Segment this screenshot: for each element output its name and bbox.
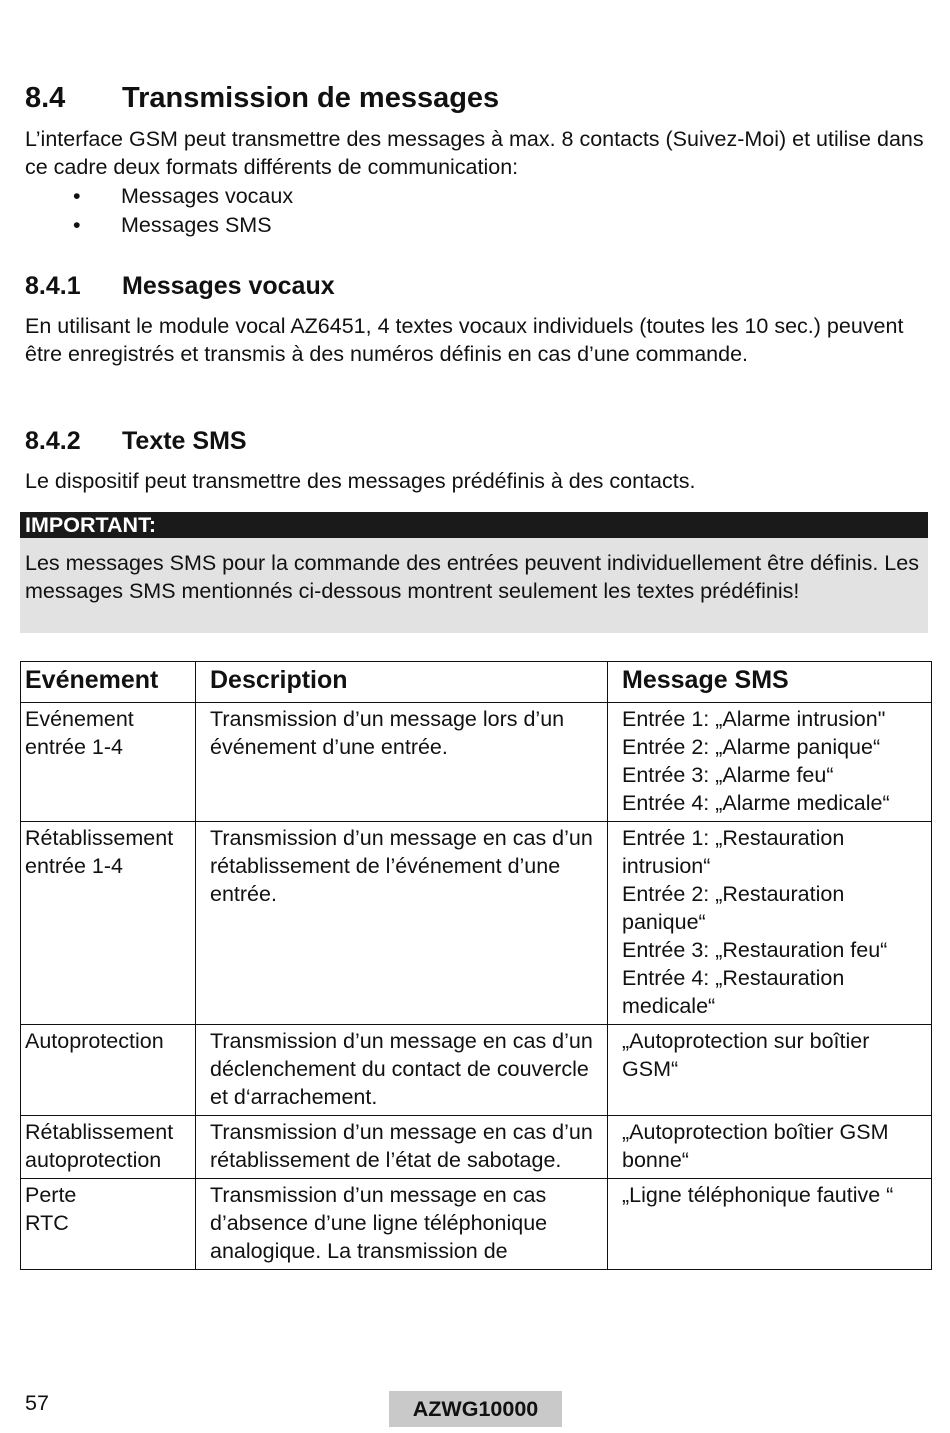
sms-line: Entrée 4: „Restauration medicale“ xyxy=(622,966,845,1018)
sms-line: Entrée 2: „Alarme panique“ xyxy=(622,735,881,759)
event-line: autoprotection xyxy=(25,1148,162,1172)
column-header-event: Evénement xyxy=(21,662,196,703)
event-line: Rétablissement xyxy=(25,826,174,850)
description-cell: Transmission d’un message lors d’un événement d’une entrée. xyxy=(196,703,608,822)
sms-cell xyxy=(608,703,932,822)
voice-messages-paragraph: En utilisant le module vocal AZ6451, 4 textes vocaux individuels (toutes les 10 sec.) peuvent être enregistrés et transmis à des numéros définis en cas d’une commande. xyxy=(25,314,904,366)
list-item: • Messages vocaux xyxy=(25,182,293,211)
event-cell xyxy=(21,822,196,1025)
section-heading-8-4 xyxy=(25,82,499,115)
table-header-row xyxy=(21,662,932,703)
sms-cell xyxy=(608,1179,932,1270)
sms-cell xyxy=(608,822,932,1025)
event-cell xyxy=(21,1179,196,1270)
sms-text-paragraph: Le dispositif peut transmettre des messages prédéfinis à des contacts. xyxy=(25,469,696,493)
event-line: Rétablissement xyxy=(25,1120,174,1144)
table-row xyxy=(21,1116,932,1179)
section-number: 8.4.1 xyxy=(25,272,81,300)
document-code-badge: AZWG10000 xyxy=(389,1391,562,1427)
description-cell: Transmission d’un message en cas d’un déclenchement du contact de couvercle et d‘arrachement. xyxy=(196,1025,608,1116)
sms-line: Entrée 2: „Restauration panique“ xyxy=(622,882,845,934)
section-title: Messages vocaux xyxy=(122,272,335,300)
event-line: Evénement xyxy=(25,707,134,731)
event-line: RTC xyxy=(25,1211,69,1235)
sms-line: „Ligne téléphonique fautive “ xyxy=(622,1183,894,1207)
sms-cell xyxy=(608,1116,932,1179)
section-title: Transmission de messages xyxy=(122,82,500,114)
event-cell xyxy=(21,1116,196,1179)
description-cell: Transmission d’un message en cas d’absence d’une ligne téléphonique analogique. La transmission de xyxy=(196,1179,608,1270)
important-label: IMPORTANT: xyxy=(20,512,928,538)
description-cell: Transmission d’un message en cas d’un rétablissement de l’événement d’une entrée. xyxy=(196,822,608,1025)
event-line: entrée 1-4 xyxy=(25,735,124,759)
table-row xyxy=(21,1025,932,1116)
event-cell xyxy=(21,1025,196,1116)
sms-line: „Autoprotection sur boîtier GSM“ xyxy=(622,1029,870,1081)
section-number: 8.4 xyxy=(25,82,66,114)
message-format-list xyxy=(25,182,293,240)
sms-line: Entrée 1: „Alarme intrusion" xyxy=(622,707,886,731)
table-row xyxy=(21,703,932,822)
sms-line: Entrée 3: „Alarme feu“ xyxy=(622,763,834,787)
section-heading-8-4-1 xyxy=(25,272,335,301)
list-item: • Messages SMS xyxy=(25,211,293,240)
column-header-sms: Message SMS xyxy=(608,662,932,703)
section-title: Texte SMS xyxy=(122,427,247,455)
event-line: Autoprotection xyxy=(25,1029,164,1053)
sms-line: Entrée 4: „Alarme medicale“ xyxy=(622,791,890,815)
column-header-description: Description xyxy=(196,662,608,703)
sms-events-table xyxy=(20,661,932,1270)
section-heading-8-4-2 xyxy=(25,427,247,456)
event-cell xyxy=(21,703,196,822)
section-number: 8.4.2 xyxy=(25,427,81,455)
section-intro-paragraph: L’interface GSM peut transmettre des messages à max. 8 contacts (Suivez-Moi) et utilise dans ce cadre deux formats différents de communication: xyxy=(25,127,924,179)
sms-line: Entrée 3: „Restauration feu“ xyxy=(622,938,888,962)
sms-line: „Autoprotection boîtier GSM bonne“ xyxy=(622,1120,889,1172)
table-row xyxy=(21,822,932,1025)
event-line: entrée 1-4 xyxy=(25,854,124,878)
event-line: Perte xyxy=(25,1183,77,1207)
sms-cell xyxy=(608,1025,932,1116)
sms-line: Entrée 1: „Restauration intrusion“ xyxy=(622,826,845,878)
important-note: Les messages SMS pour la commande des entrées peuvent individuellement être définis. Les messages SMS mentionnés ci-dessous montrent seulement les textes prédéfinis! xyxy=(20,538,928,633)
page-number: 57 xyxy=(25,1391,49,1415)
description-cell: Transmission d’un message en cas d’un rétablissement de l’état de sabotage. xyxy=(196,1116,608,1179)
table-row xyxy=(21,1179,932,1270)
